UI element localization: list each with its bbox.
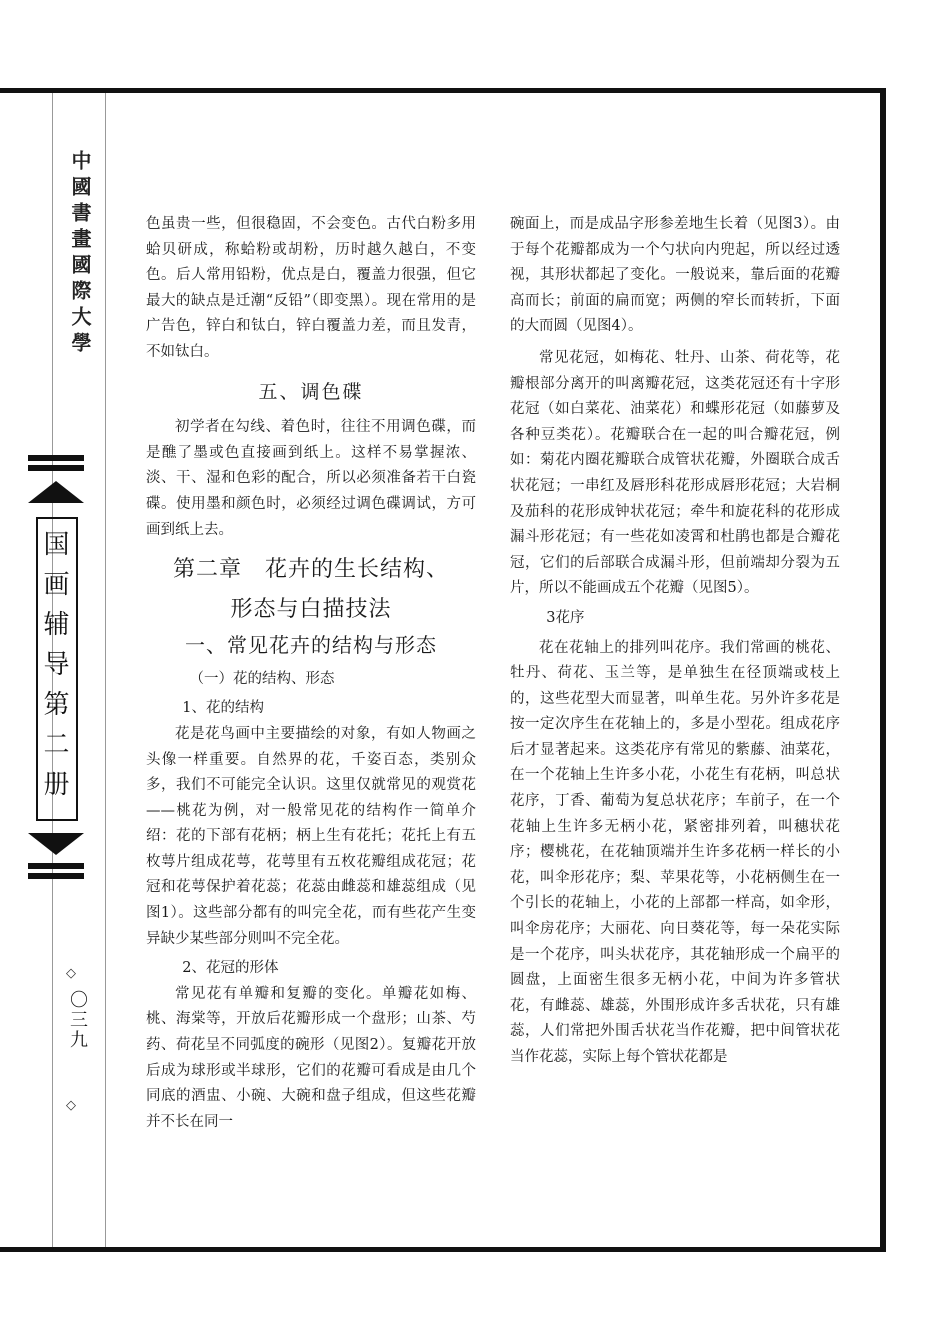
diamond-top-icon: ◇ — [66, 966, 76, 981]
banner-top-bar — [28, 455, 84, 461]
paragraph: 花在花轴上的排列叫花序。我们常画的桃花、牡丹、荷花、玉兰等，是单独生在径顶端或枝上的，这些花型大而显著，叫单生花。另外许多花是按一定次序生在花轴上的，多是小型花。组成花序后才显著起来。这类花序有常见的紫藤、油菜花，在一个花轴上生许多小花，小花生有花柄，叫总状花序，丁香、葡萄为复总状花序；车前子，在一个花轴上生许多无柄小花，紧密排列着，叫穗状花序；樱桃花，在花轴顶端并生许多花柄一样长的小花，叫伞形花序；梨、苹果花等，小花柄侧生在一个引长的花轴上，小花的上部都一样高，如伞形，叫伞房花序；大丽花、向日葵花等，每一朵花实际是一个花序，叫头状花序，其花轴形成一个扁平的圆盘，上面密生很多无柄小花，中间为许多管状花，有雌蕊、雄蕊，外围形成许多舌状花，只有雄蕊，人们常把外围舌状花当作花瓣，把中间管状花当作花蕊，实际上每个管状花都是 — [510, 639, 840, 1065]
book-title: 国画辅导第二册 — [39, 530, 69, 810]
diamond-bottom-icon: ◇ — [66, 1098, 76, 1113]
margin-rule-right — [105, 93, 106, 1247]
paragraph: 常见花冠，如梅花、牡丹、山茶、荷花等，花瓣根部分离开的叫离瓣花冠，这类花冠还有十字形花冠（如白菜花、油菜花）和蝶形花冠（如藤萝及各种豆类花）。花瓣联合在一起的叫合瓣花冠，例如：菊花内圈花瓣联合成管状花瓣，外圈联合成舌状花冠；一串红及唇形科花形成唇形花冠；大岩桐及茄科的花形成钟状花冠；牵牛和旋花科的花形成漏斗形花冠；有一些花如凌霄和杜鹃也都是合瓣花冠，它们的后部联合成漏斗形，但前端却分裂为五片，所以不能画成五个花瓣（见图5）。 — [510, 349, 840, 597]
frame-top-border — [0, 88, 886, 93]
numbered-heading: 3花序 — [546, 609, 585, 626]
banner-bottom-cap-icon — [28, 833, 84, 859]
subsection-subheading: （一）花的结构、形态 — [189, 670, 335, 687]
chapter-title-line-2: 形态与白描技法 — [230, 597, 392, 623]
paragraph: 色虽贵一些，但很稳固，不会变色。古代白粉多用蛤贝研成，称蛤粉或胡粉，历时越久越白，不变色。后人常用铅粉，优点是白，覆盖力很强，但它最大的缺点是迁潮“反铅”（即变黑）。现在常用的是广告色，锌白和钛白，锌白覆盖力差，而且发青，不如钛白。 — [146, 216, 476, 360]
left-text-column — [146, 212, 476, 1135]
right-text-column — [510, 212, 840, 1071]
numbered-heading: 2、花冠的形体 — [182, 960, 279, 977]
banner-bottom-bar-2 — [28, 873, 84, 879]
chapter-title-line-1: 第二章 花卉的生长结构、 — [172, 557, 449, 583]
paragraph: 花是花鸟画中主要描绘的对象，有如人物画之头像一样重要。自然界的花，千姿百态，类别众多，我们不可能完全认识。这里仅就常见的观赏花——桃花为例，对一般常见花的结构作一简单介绍：花的下部有花柄；柄上生有花托；花托上有五枚萼片组成花萼，花萼里有五枚花瓣组成花冠；花冠和花萼保护着花蕊；花蕊由雌蕊和雄蕊组成（见图1）。这些部分都有的叫完全花，而有些花产生变异缺少某些部分则叫不完全花。 — [146, 725, 476, 947]
paragraph: 初学者在勾线、着色时，往往不用调色碟，而是醮了墨或色直接画到纸上。这样不易掌握浓、淡、干、湿和色彩的配合，所以必须准备若干白瓷碟。使用墨和颜色时，必须经过调色碟调试，方可画到纸上去。 — [146, 419, 476, 538]
frame-right-border — [880, 88, 886, 1252]
series-title: 中國書畫國際大學 — [68, 150, 92, 358]
frame-bottom-border — [0, 1247, 886, 1252]
section-heading: 五、调色碟 — [258, 380, 364, 403]
banner-top-cap-icon — [28, 477, 84, 503]
page-number: 〇三九 — [67, 990, 88, 1050]
paragraph: 常见花有单瓣和复瓣的变化。单瓣花如梅、桃、海棠等，开放后花瓣形成一个盘形；山茶、芍药、荷花呈不同弧度的碗形（见图2）。复瓣花开放后成为球形或半球形，它们的花瓣可看成是由几个同底的酒盅、小碗、大碗和盘子组成，但这些花瓣并不长在同一 — [146, 985, 476, 1130]
numbered-heading: 1、花的结构 — [182, 700, 264, 717]
banner-bottom-bar — [28, 863, 84, 869]
banner-top-bar-2 — [28, 465, 84, 471]
subsection-heading: 一、常见花卉的结构与形态 — [185, 633, 437, 658]
paragraph: 碗面上，而是成品字形参差地生长着（见图3）。由于每个花瓣都成为一个勺状向内兜起，所以经过透视，其形状都起了变化。一般说来，靠后面的花瓣高而长；前面的扁而宽；两侧的窄长而转折，下面的大而圆（见图4）。 — [510, 216, 840, 335]
